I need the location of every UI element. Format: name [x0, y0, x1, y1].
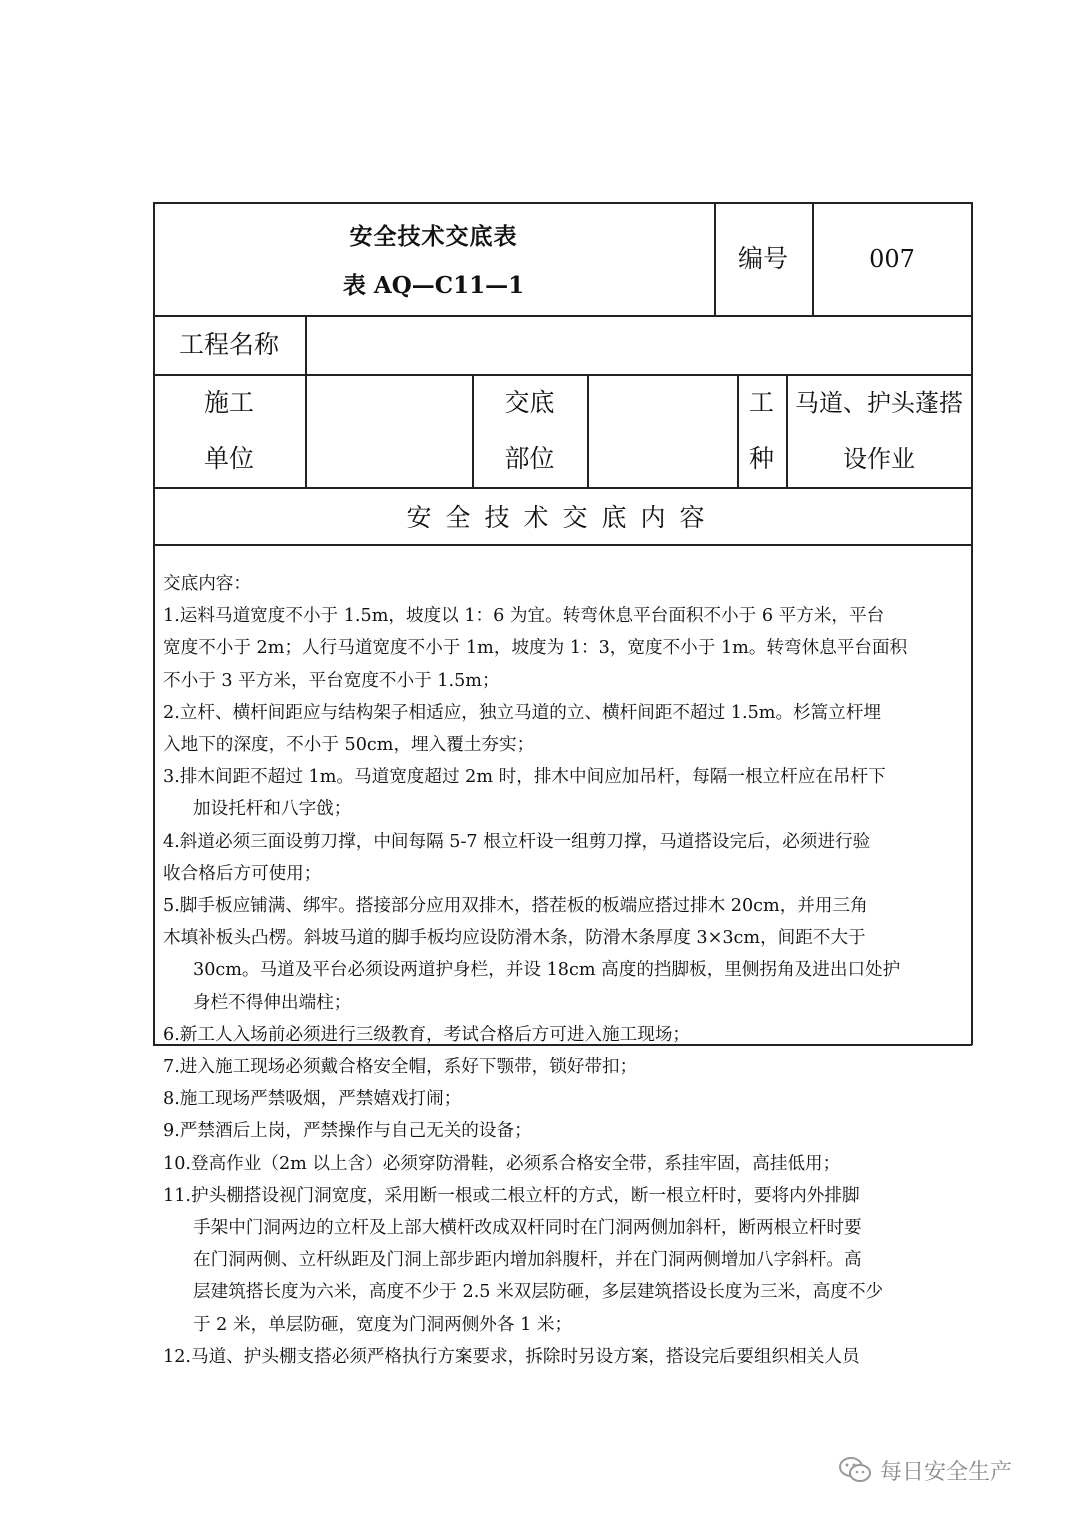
- content-line: 5.脚手板应铺满、绑牢。搭接部分应用双排木，搭茬板的板端应搭过排木 20cm，并用三角: [163, 896, 868, 917]
- content-line: 2.立杆、横杆间距应与结构架子相适应，独立马道的立、横杆间距不超过 1.5m。杉篙立杆埋: [163, 702, 882, 723]
- content-line: 9.严禁酒后上岗，严禁操作与自己无关的设备；: [163, 1121, 532, 1142]
- content-line: 8.施工现场严禁吸烟，严禁嬉戏打闹；: [163, 1089, 462, 1110]
- content-line: 3.排木间距不超过 1m。马道宽度超过 2m 时，排木中间应加吊杆，每隔一根立杆应在吊杆下: [163, 767, 886, 788]
- form-title: 安全技术交底表: [349, 222, 518, 250]
- construction-unit-label-line1: 施工: [203, 387, 254, 417]
- work-type-value-line2: 设作业: [843, 444, 915, 473]
- content-line: 7.进入施工现场必须戴合格安全帽，系好下颚带，锁好带扣；: [163, 1057, 638, 1078]
- form-title-cell: [153, 202, 714, 315]
- form-code: 表 AQ—C11—1: [342, 271, 525, 299]
- project-name-label: 工程名称: [178, 329, 279, 359]
- content-line: 层建筑搭长度为六米，高度不少于 2.5 米双层防砸，多层建筑搭设长度为三米，高度不少: [193, 1282, 884, 1303]
- content-line: 10.登高作业（2m 以上含）必须穿防滑鞋，必须系合格安全带，系挂牢固，高挂低用；: [163, 1153, 841, 1174]
- content-line: 加设托杆和八字戗；: [193, 799, 352, 820]
- content-line: 11.护头棚搭设视门洞宽度，采用断一根或二根立杆的方式，断一根立杆时，要将内外排脚: [163, 1185, 860, 1206]
- content-line: 6.新工人入场前必须进行三级教育，考试合格后方可进入施工现场；: [163, 1024, 691, 1045]
- content-line: 4.斜道必须三面设剪刀撑，中间每隔 5-7 根立杆设一组剪刀撑，马道搭设完后，必须进行验: [163, 831, 871, 852]
- work-type-label-line1: 工: [748, 387, 774, 417]
- content-line: 入地下的深度，不小于 50cm，埋入覆土夯实；: [163, 735, 535, 756]
- content-line: 在门洞两侧、立杆纵距及门洞上部步距内增加斜腹杆，并在门洞两侧增加八字斜杆。高: [193, 1250, 862, 1271]
- content-line: 于 2 米，单层防砸，宽度为门洞两侧外各 1 米；: [193, 1314, 573, 1335]
- section-heading: 安全技术交底内容: [406, 502, 719, 532]
- construction-unit-value: [305, 374, 472, 487]
- watermark-text: 每日安全生产: [880, 1459, 1013, 1485]
- construction-unit-label-line2: 单位: [203, 443, 254, 473]
- disclosure-part-label-line1: 交底: [504, 387, 555, 417]
- content-line: 宽度不小于 2m；人行马道宽度不小于 1m，坡度为 1：3，宽度不小于 1m。转弯休息平台面积: [163, 638, 908, 659]
- content-line: 1.运料马道宽度不小于 1.5m，坡度以 1：6 为宜。转弯休息平台面积不小于 6 平方米，平台: [163, 606, 885, 627]
- content-line: 收合格后方可使用；: [163, 863, 322, 884]
- work-type-value: [786, 374, 972, 487]
- disclosure-part-label: [472, 374, 587, 487]
- content-line: 木填补板头凸楞。斜坡马道的脚手板均应设防滑木条，防滑木条厚度 3×3cm，间距不大于: [163, 928, 866, 949]
- disclosure-content: [163, 568, 963, 1367]
- content-line: 30cm。马道及平台必须设两道护身栏，并设 18cm 高度的挡脚板，里侧拐角及进出口处护: [193, 960, 901, 981]
- construction-unit-label: [153, 374, 305, 487]
- work-type-value-line1: 马道、护头蓬搭: [795, 388, 963, 417]
- content-line: 12.马道、护头棚支搭必须严格执行方案要求，拆除时另设方案，搭设完后要组织相关人员: [163, 1346, 860, 1367]
- number-value: 007: [869, 244, 915, 273]
- work-type-label-line2: 种: [748, 443, 774, 473]
- disclosure-part-label-line2: 部位: [504, 443, 555, 473]
- content-line: 身栏不得伸出端柱；: [193, 992, 352, 1013]
- content-line: 不小于 3 平方米，平台宽度不小于 1.5m；: [163, 670, 500, 691]
- disclosure-part-value: [587, 374, 737, 487]
- content-line: 交底内容：: [163, 574, 251, 594]
- watermark: [838, 1455, 1012, 1485]
- content-line: 手架中门洞两边的立杆及上部大横杆改成双杆同时在门洞两侧加斜杆，断两根立杆时要: [193, 1218, 862, 1239]
- row-divider: [153, 544, 972, 546]
- work-type-label: [737, 374, 786, 487]
- wechat-icon: [838, 1455, 872, 1485]
- project-name-value: [305, 315, 972, 374]
- number-label: 编号: [737, 243, 788, 273]
